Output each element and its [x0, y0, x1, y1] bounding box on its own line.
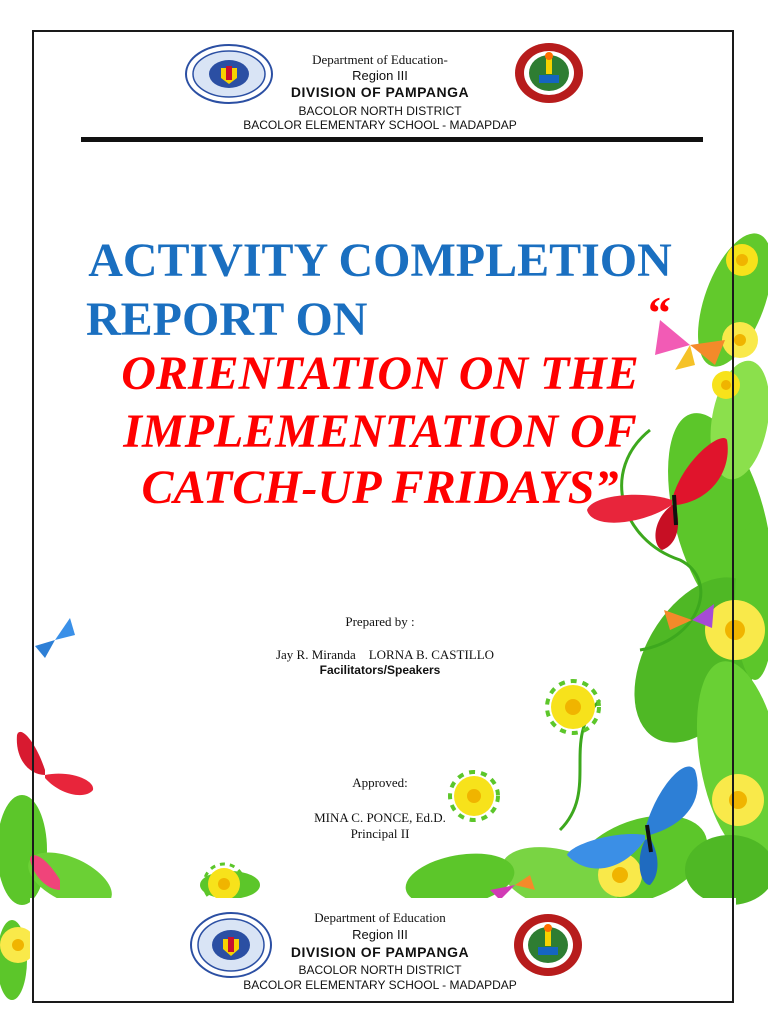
footer-district: BACOLOR NORTH DISTRICT	[298, 963, 462, 977]
approved-name: MINA C. PONCE, Ed.D.	[314, 810, 446, 825]
title-line-1: ACTIVITY COMPLETION	[88, 234, 672, 287]
header-school: BACOLOR ELEMENTARY SCHOOL - MADAPDAP	[243, 118, 517, 132]
title-quote-open: “	[648, 287, 671, 338]
school-seal-top	[514, 42, 584, 104]
footer-school: BACOLOR ELEMENTARY SCHOOL - MADAPDAP	[243, 978, 517, 992]
footer-division: DIVISION OF PAMPANGA	[290, 944, 470, 960]
title-line-2: REPORT ON	[86, 293, 368, 346]
prepared-role: Facilitators/Speakers	[319, 663, 441, 677]
approved-label: Approved:	[352, 775, 408, 790]
school-seal-bottom	[513, 913, 583, 977]
header-rule	[81, 137, 703, 142]
footer-region: Region III	[352, 927, 408, 942]
footer-department: Department of Education	[314, 910, 446, 925]
subtitle-line-1: ORIENTATION ON THE	[121, 347, 639, 400]
subtitle-line-3: CATCH-UP FRIDAYS”	[141, 461, 619, 514]
subtitle-line-2: IMPLEMENTATION OF	[123, 405, 637, 458]
prepared-label: Prepared by :	[345, 614, 415, 629]
header-district: BACOLOR NORTH DISTRICT	[298, 104, 462, 118]
header-division: DIVISION OF PAMPANGA	[290, 84, 470, 100]
approved-position: Principal II	[350, 826, 410, 841]
header-region: Region III	[352, 68, 408, 83]
prepared-names: Jay R. Miranda LORNA B. CASTILLO	[275, 647, 495, 662]
header-department: Department of Education-	[312, 52, 448, 67]
